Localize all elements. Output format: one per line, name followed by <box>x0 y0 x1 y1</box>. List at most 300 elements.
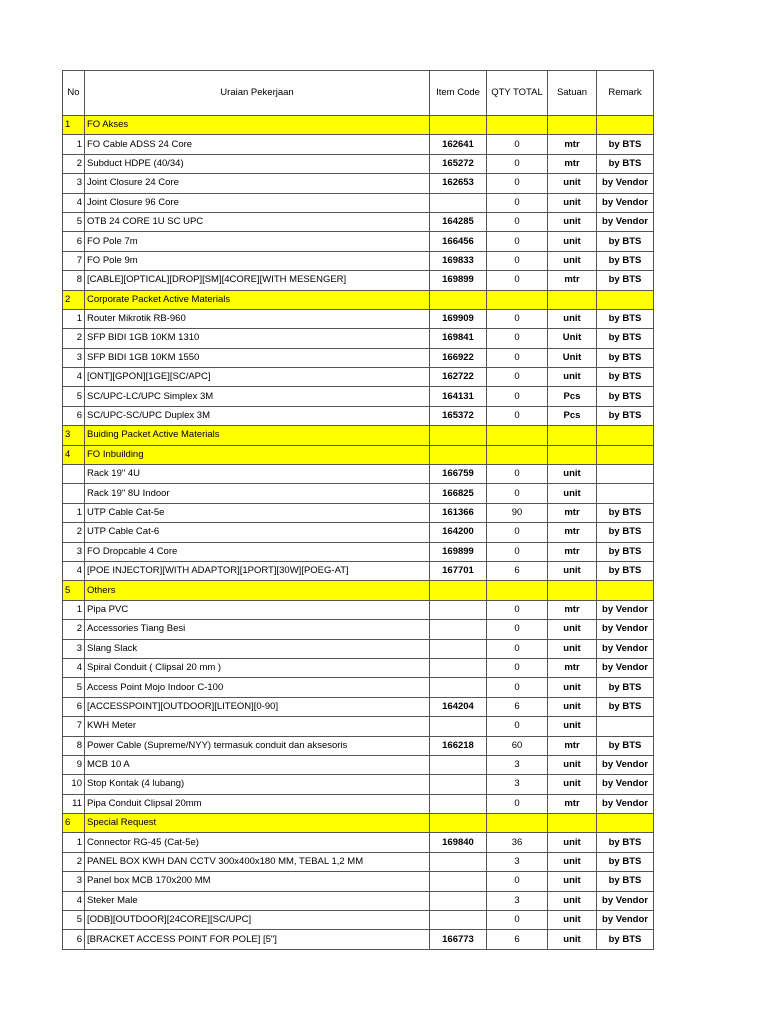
cell-description: FO Cable ADSS 24 Core <box>85 135 430 154</box>
cell-satuan: mtr <box>548 271 597 290</box>
cell-no: 1 <box>63 116 85 135</box>
cell-no: 4 <box>63 193 85 212</box>
cell-satuan: Unit <box>548 329 597 348</box>
cell-qty-total <box>487 581 548 600</box>
table-row <box>63 911 654 930</box>
cell-satuan: unit <box>548 484 597 503</box>
cell-remark: by Vendor <box>597 174 654 193</box>
cell-no: 10 <box>63 775 85 794</box>
cell-item-code <box>430 794 487 813</box>
cell-item-code: 166825 <box>430 484 487 503</box>
section-title: Special Request <box>85 814 430 833</box>
cell-remark: by BTS <box>597 697 654 716</box>
cell-no: 9 <box>63 755 85 774</box>
cell-qty-total: 0 <box>487 484 548 503</box>
cell-remark: by Vendor <box>597 193 654 212</box>
cell-no: 2 <box>63 154 85 173</box>
cell-description: MCB 10 A <box>85 755 430 774</box>
cell-satuan <box>548 581 597 600</box>
cell-satuan: unit <box>548 852 597 871</box>
cell-description: Steker Male <box>85 891 430 910</box>
cell-satuan <box>548 426 597 445</box>
table-row <box>63 154 654 173</box>
cell-satuan: unit <box>548 872 597 891</box>
table-row <box>63 755 654 774</box>
cell-remark: by BTS <box>597 387 654 406</box>
cell-no: 3 <box>63 542 85 561</box>
cell-item-code: 164285 <box>430 212 487 231</box>
cell-no: 6 <box>63 814 85 833</box>
cell-qty-total: 0 <box>487 309 548 328</box>
cell-description: PANEL BOX KWH DAN CCTV 300x400x180 MM, TEBAL 1,2 MM <box>85 852 430 871</box>
cell-item-code <box>430 814 487 833</box>
table-row <box>63 465 654 484</box>
cell-no: 2 <box>63 852 85 871</box>
cell-description: UTP Cable Cat-5e <box>85 503 430 522</box>
cell-qty-total: 3 <box>487 755 548 774</box>
cell-satuan: unit <box>548 833 597 852</box>
cell-qty-total: 0 <box>487 174 548 193</box>
cell-no: 5 <box>63 678 85 697</box>
cell-no: 2 <box>63 329 85 348</box>
table-row <box>63 484 654 503</box>
cell-description: SFP BIDI 1GB 10KM 1550 <box>85 348 430 367</box>
cell-satuan: mtr <box>548 794 597 813</box>
cell-no: 1 <box>63 503 85 522</box>
cell-remark: by Vendor <box>597 794 654 813</box>
cell-no: 4 <box>63 658 85 677</box>
cell-satuan: mtr <box>548 154 597 173</box>
cell-description: Router Mikrotik RB-960 <box>85 309 430 328</box>
cell-description: Rack 19" 8U Indoor <box>85 484 430 503</box>
cell-qty-total: 6 <box>487 561 548 580</box>
cell-item-code <box>430 678 487 697</box>
cell-qty-total: 0 <box>487 329 548 348</box>
cell-remark: by BTS <box>597 251 654 270</box>
table-row <box>63 891 654 910</box>
cell-no: 11 <box>63 794 85 813</box>
table-row <box>63 193 654 212</box>
cell-satuan: unit <box>548 620 597 639</box>
cell-remark <box>597 717 654 736</box>
section-title: FO Inbuilding <box>85 445 430 464</box>
cell-no: 3 <box>63 348 85 367</box>
cell-qty-total: 0 <box>487 154 548 173</box>
cell-satuan: mtr <box>548 503 597 522</box>
cell-no: 3 <box>63 426 85 445</box>
cell-remark: by BTS <box>597 154 654 173</box>
cell-item-code: 161366 <box>430 503 487 522</box>
cell-satuan: unit <box>548 891 597 910</box>
cell-remark: by Vendor <box>597 639 654 658</box>
cell-satuan: unit <box>548 251 597 270</box>
cell-qty-total: 0 <box>487 271 548 290</box>
cell-remark <box>597 581 654 600</box>
cell-no <box>63 465 85 484</box>
cell-description: Power Cable (Supreme/NYY) termasuk conduit dan aksesoris <box>85 736 430 755</box>
cell-satuan: unit <box>548 697 597 716</box>
table-row <box>63 309 654 328</box>
cell-item-code <box>430 911 487 930</box>
cell-satuan: unit <box>548 465 597 484</box>
cell-qty-total: 0 <box>487 794 548 813</box>
cell-item-code <box>430 426 487 445</box>
cell-description: Joint Closure 24 Core <box>85 174 430 193</box>
cell-satuan: unit <box>548 717 597 736</box>
cell-satuan: Unit <box>548 348 597 367</box>
cell-remark: by Vendor <box>597 775 654 794</box>
cell-satuan: mtr <box>548 736 597 755</box>
cell-item-code: 169899 <box>430 271 487 290</box>
cell-no: 6 <box>63 697 85 716</box>
cell-remark: by BTS <box>597 736 654 755</box>
cell-satuan: unit <box>548 212 597 231</box>
cell-description: FO Pole 9m <box>85 251 430 270</box>
cell-satuan: unit <box>548 755 597 774</box>
cell-no: 8 <box>63 736 85 755</box>
cell-item-code: 169840 <box>430 833 487 852</box>
cell-description: SC/UPC-LC/UPC Simplex 3M <box>85 387 430 406</box>
cell-qty-total: 60 <box>487 736 548 755</box>
cell-item-code: 165372 <box>430 406 487 425</box>
section-row <box>63 445 654 464</box>
section-row <box>63 426 654 445</box>
cell-remark: by BTS <box>597 852 654 871</box>
cell-qty-total: 0 <box>487 406 548 425</box>
cell-item-code <box>430 445 487 464</box>
cell-satuan: unit <box>548 561 597 580</box>
section-title: FO Akses <box>85 116 430 135</box>
cell-description: [ODB][OUTDOOR][24CORE][SC/UPC] <box>85 911 430 930</box>
cell-satuan: unit <box>548 930 597 949</box>
cell-satuan: unit <box>548 309 597 328</box>
cell-satuan: mtr <box>548 523 597 542</box>
cell-item-code: 169899 <box>430 542 487 561</box>
cell-remark: by BTS <box>597 872 654 891</box>
header-row <box>63 71 654 116</box>
cell-description: [POE INJECTOR][WITH ADAPTOR][1PORT][30W][POEG-AT] <box>85 561 430 580</box>
cell-remark: by BTS <box>597 368 654 387</box>
cell-description: [CABLE][OPTICAL][DROP][SM][4CORE][WITH MESENGER] <box>85 271 430 290</box>
cell-no: 1 <box>63 833 85 852</box>
cell-description: Access Point Mojo Indoor C-100 <box>85 678 430 697</box>
table-row <box>63 639 654 658</box>
header-no: No <box>63 71 85 116</box>
cell-remark: by BTS <box>597 523 654 542</box>
cell-remark: by BTS <box>597 930 654 949</box>
cell-no: 7 <box>63 717 85 736</box>
cell-no: 4 <box>63 891 85 910</box>
cell-satuan: Pcs <box>548 387 597 406</box>
table-row <box>63 368 654 387</box>
header-item-code: Item Code <box>430 71 487 116</box>
cell-remark: by BTS <box>597 348 654 367</box>
cell-description: Rack 19" 4U <box>85 465 430 484</box>
section-title: Buiding Packet Active Materials <box>85 426 430 445</box>
cell-satuan: unit <box>548 232 597 251</box>
cell-item-code: 162653 <box>430 174 487 193</box>
cell-no: 5 <box>63 212 85 231</box>
cell-description: Spiral Conduit ( Clipsal 20 mm ) <box>85 658 430 677</box>
section-row <box>63 116 654 135</box>
cell-description: FO Dropcable 4 Core <box>85 542 430 561</box>
cell-description: UTP Cable Cat-6 <box>85 523 430 542</box>
cell-description: SC/UPC-SC/UPC Duplex 3M <box>85 406 430 425</box>
cell-item-code <box>430 116 487 135</box>
cell-remark <box>597 116 654 135</box>
cell-remark: by Vendor <box>597 212 654 231</box>
cell-item-code <box>430 600 487 619</box>
section-title: Others <box>85 581 430 600</box>
table-row <box>63 561 654 580</box>
cell-satuan <box>548 290 597 309</box>
cell-satuan: mtr <box>548 135 597 154</box>
cell-remark: by Vendor <box>597 891 654 910</box>
header-uraian: Uraian Pekerjaan <box>85 71 430 116</box>
cell-qty-total <box>487 290 548 309</box>
cell-item-code <box>430 658 487 677</box>
table-row <box>63 232 654 251</box>
table-row <box>63 600 654 619</box>
cell-no: 6 <box>63 930 85 949</box>
cell-item-code: 164200 <box>430 523 487 542</box>
cell-satuan <box>548 445 597 464</box>
cell-qty-total: 0 <box>487 251 548 270</box>
cell-description: Stop Kontak (4 lubang) <box>85 775 430 794</box>
cell-qty-total: 90 <box>487 503 548 522</box>
header-remark: Remark <box>597 71 654 116</box>
table-row <box>63 503 654 522</box>
cell-qty-total: 0 <box>487 658 548 677</box>
cell-remark: by Vendor <box>597 620 654 639</box>
cell-qty-total <box>487 426 548 445</box>
cell-no: 1 <box>63 600 85 619</box>
cell-item-code: 165272 <box>430 154 487 173</box>
cell-item-code: 166773 <box>430 930 487 949</box>
cell-no: 5 <box>63 581 85 600</box>
section-row <box>63 290 654 309</box>
cell-satuan: unit <box>548 174 597 193</box>
cell-no <box>63 484 85 503</box>
cell-remark: by BTS <box>597 833 654 852</box>
cell-description: SFP BIDI 1GB 10KM 1310 <box>85 329 430 348</box>
cell-qty-total: 0 <box>487 717 548 736</box>
cell-no: 4 <box>63 561 85 580</box>
table-row <box>63 717 654 736</box>
table-row <box>63 736 654 755</box>
cell-satuan: unit <box>548 368 597 387</box>
cell-description: [ACCESSPOINT][OUTDOOR][LITEON][0-90] <box>85 697 430 716</box>
cell-qty-total: 6 <box>487 930 548 949</box>
header-qty-total: QTY TOTAL <box>487 71 548 116</box>
cell-qty-total: 6 <box>487 697 548 716</box>
cell-item-code <box>430 193 487 212</box>
cell-item-code: 169909 <box>430 309 487 328</box>
cell-item-code <box>430 775 487 794</box>
cell-no: 6 <box>63 406 85 425</box>
cell-qty-total: 0 <box>487 639 548 658</box>
cell-qty-total: 0 <box>487 523 548 542</box>
table-row <box>63 930 654 949</box>
cell-item-code: 162722 <box>430 368 487 387</box>
cell-satuan <box>548 814 597 833</box>
cell-qty-total: 0 <box>487 678 548 697</box>
cell-no: 4 <box>63 445 85 464</box>
cell-satuan: unit <box>548 775 597 794</box>
cell-remark: by BTS <box>597 135 654 154</box>
table-row <box>63 794 654 813</box>
cell-no: 8 <box>63 271 85 290</box>
cell-remark <box>597 465 654 484</box>
cell-item-code <box>430 620 487 639</box>
table-row <box>63 658 654 677</box>
cell-qty-total: 0 <box>487 911 548 930</box>
cell-remark: by Vendor <box>597 658 654 677</box>
table-row <box>63 833 654 852</box>
cell-remark: by Vendor <box>597 600 654 619</box>
cell-qty-total: 36 <box>487 833 548 852</box>
table-row <box>63 348 654 367</box>
cell-qty-total: 0 <box>487 387 548 406</box>
cell-satuan: mtr <box>548 542 597 561</box>
cell-no: 2 <box>63 620 85 639</box>
cell-item-code: 166456 <box>430 232 487 251</box>
table-row <box>63 620 654 639</box>
work-items-table <box>62 70 654 950</box>
cell-description: [BRACKET ACCESS POINT FOR POLE] [5"] <box>85 930 430 949</box>
cell-remark: by BTS <box>597 406 654 425</box>
cell-no: 1 <box>63 135 85 154</box>
cell-remark: by BTS <box>597 678 654 697</box>
cell-item-code: 164204 <box>430 697 487 716</box>
cell-item-code <box>430 755 487 774</box>
cell-item-code: 164131 <box>430 387 487 406</box>
table-row <box>63 852 654 871</box>
cell-description: KWH Meter <box>85 717 430 736</box>
cell-no: 4 <box>63 368 85 387</box>
cell-remark: by BTS <box>597 542 654 561</box>
cell-item-code: 166218 <box>430 736 487 755</box>
cell-item-code: 169841 <box>430 329 487 348</box>
cell-item-code <box>430 717 487 736</box>
cell-description: Panel box MCB 170x200 MM <box>85 872 430 891</box>
cell-qty-total: 0 <box>487 620 548 639</box>
cell-no: 5 <box>63 387 85 406</box>
cell-item-code: 166922 <box>430 348 487 367</box>
cell-qty-total: 0 <box>487 135 548 154</box>
cell-qty-total: 0 <box>487 542 548 561</box>
cell-remark: by BTS <box>597 309 654 328</box>
cell-satuan: unit <box>548 639 597 658</box>
cell-qty-total: 3 <box>487 775 548 794</box>
cell-no: 2 <box>63 290 85 309</box>
table-row <box>63 387 654 406</box>
cell-qty-total: 3 <box>487 852 548 871</box>
section-row <box>63 581 654 600</box>
cell-description: Pipa PVC <box>85 600 430 619</box>
cell-remark: by Vendor <box>597 755 654 774</box>
cell-qty-total <box>487 445 548 464</box>
cell-item-code: 162641 <box>430 135 487 154</box>
cell-remark: by BTS <box>597 503 654 522</box>
cell-description: Accessories Tiang Besi <box>85 620 430 639</box>
cell-remark: by BTS <box>597 271 654 290</box>
cell-no: 3 <box>63 174 85 193</box>
table-row <box>63 542 654 561</box>
cell-satuan <box>548 116 597 135</box>
cell-remark: by BTS <box>597 329 654 348</box>
cell-no: 3 <box>63 872 85 891</box>
table-row <box>63 406 654 425</box>
cell-qty-total: 0 <box>487 872 548 891</box>
cell-item-code <box>430 290 487 309</box>
table-row <box>63 523 654 542</box>
cell-qty-total: 0 <box>487 465 548 484</box>
section-row <box>63 814 654 833</box>
cell-description: Joint Closure 96 Core <box>85 193 430 212</box>
cell-no: 7 <box>63 251 85 270</box>
header-satuan: Satuan <box>548 71 597 116</box>
cell-satuan: Pcs <box>548 406 597 425</box>
table-row <box>63 697 654 716</box>
cell-qty-total: 0 <box>487 212 548 231</box>
cell-description: Pipa Conduit Clipsal 20mm <box>85 794 430 813</box>
cell-satuan: unit <box>548 911 597 930</box>
cell-description: Subduct HDPE (40/34) <box>85 154 430 173</box>
cell-satuan: unit <box>548 678 597 697</box>
table-row <box>63 775 654 794</box>
cell-qty-total: 0 <box>487 193 548 212</box>
cell-item-code <box>430 852 487 871</box>
cell-item-code: 169833 <box>430 251 487 270</box>
cell-description: [ONT][GPON][1GE][SC/APC] <box>85 368 430 387</box>
cell-description: FO Pole 7m <box>85 232 430 251</box>
cell-remark <box>597 814 654 833</box>
table-row <box>63 251 654 270</box>
cell-no: 1 <box>63 309 85 328</box>
cell-item-code <box>430 891 487 910</box>
cell-no: 3 <box>63 639 85 658</box>
cell-qty-total: 0 <box>487 348 548 367</box>
cell-qty-total <box>487 116 548 135</box>
table-row <box>63 212 654 231</box>
cell-qty-total <box>487 814 548 833</box>
cell-remark: by BTS <box>597 232 654 251</box>
cell-item-code <box>430 872 487 891</box>
cell-qty-total: 0 <box>487 600 548 619</box>
cell-satuan: mtr <box>548 658 597 677</box>
cell-description: Slang Slack <box>85 639 430 658</box>
cell-remark <box>597 445 654 464</box>
cell-remark <box>597 484 654 503</box>
cell-satuan: unit <box>548 193 597 212</box>
cell-item-code <box>430 639 487 658</box>
cell-no: 5 <box>63 911 85 930</box>
cell-description: OTB 24 CORE 1U SC UPC <box>85 212 430 231</box>
table-row <box>63 678 654 697</box>
cell-no: 2 <box>63 523 85 542</box>
cell-qty-total: 0 <box>487 368 548 387</box>
table-row <box>63 271 654 290</box>
table-row <box>63 872 654 891</box>
cell-qty-total: 3 <box>487 891 548 910</box>
cell-description: Connector RG-45 (Cat-5e) <box>85 833 430 852</box>
cell-remark: by BTS <box>597 561 654 580</box>
cell-item-code: 166759 <box>430 465 487 484</box>
cell-remark: by Vendor <box>597 911 654 930</box>
table-row <box>63 135 654 154</box>
cell-remark <box>597 290 654 309</box>
